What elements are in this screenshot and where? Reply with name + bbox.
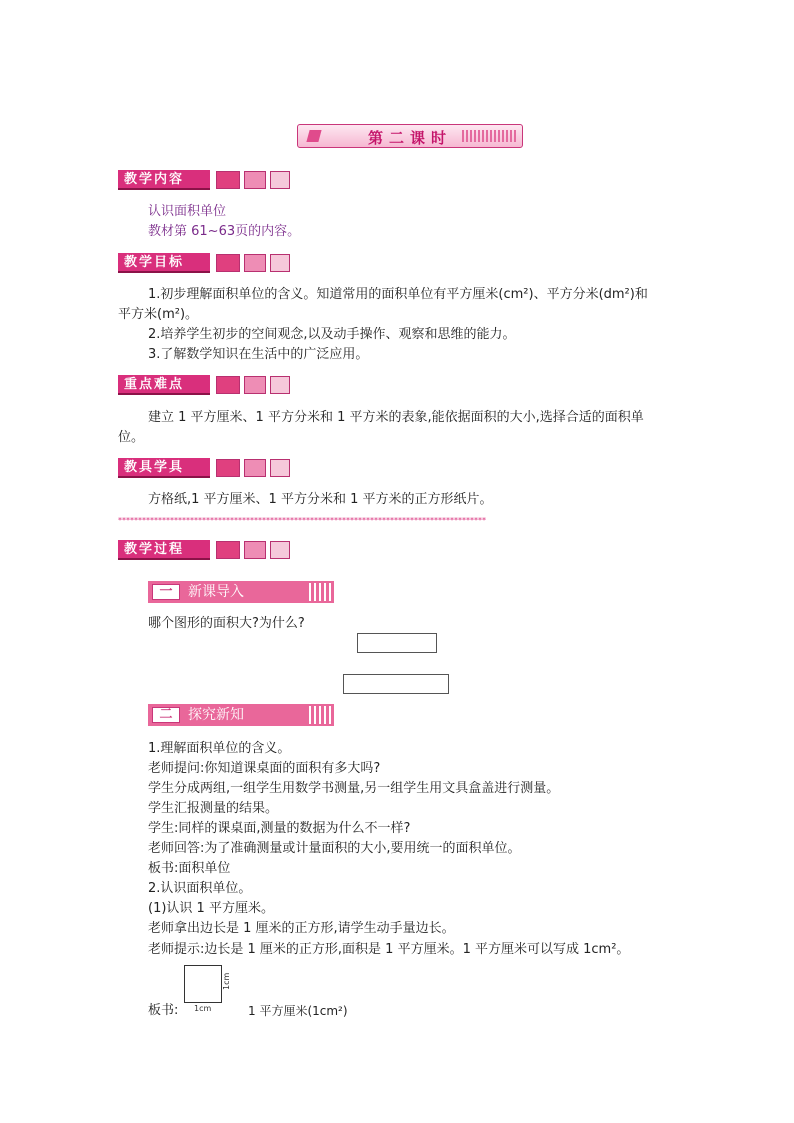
explore-line: 学生分成两组,一组学生用数学书测量,另一组学生用文具盒盖进行测量。 <box>148 781 560 796</box>
square-decoration <box>216 541 240 559</box>
section-label: 重点难点 <box>118 375 210 395</box>
shape-rectangle-b <box>343 674 449 694</box>
explore-line: 老师提示:边长是 1 厘米的正方形,面积是 1 平方厘米。1 平方厘米可以写成 1cm²。 <box>148 942 630 957</box>
explore-line: 2.认识面积单位。 <box>148 881 252 896</box>
content-line: 认识面积单位 <box>148 204 227 219</box>
explore-line: 板书:面积单位 <box>148 861 231 876</box>
square-decoration <box>270 376 290 394</box>
square-decoration <box>244 254 266 272</box>
tools-line: 方格纸,1 平方厘米、1 平方分米和 1 平方米的正方形纸片。 <box>148 492 493 507</box>
subsection-number: 一 <box>152 584 180 600</box>
section-header-process <box>118 540 294 560</box>
explore-line: 老师提问:你知道课桌面的面积有多大吗? <box>148 761 381 776</box>
square-decoration <box>216 254 240 272</box>
explore-line: 1.理解面积单位的含义。 <box>148 741 291 756</box>
square-decoration <box>270 254 290 272</box>
section-header-tools <box>118 458 294 478</box>
square-decoration <box>244 171 266 189</box>
shape-rectangle-a <box>357 633 437 653</box>
section-header-key-points <box>118 375 294 395</box>
intro-question: 哪个图形的面积大?为什么? <box>148 616 305 631</box>
lesson-title: 第二课时 <box>367 129 452 147</box>
section-label: 教学内容 <box>118 170 210 190</box>
section-label: 教学目标 <box>118 253 210 273</box>
subsection-title: 探究新知 <box>188 707 244 723</box>
explore-line: 学生汇报测量的结果。 <box>148 801 279 816</box>
square-decoration <box>216 171 240 189</box>
explore-line: (1)认识 1 平方厘米。 <box>148 901 274 916</box>
explore-line: 学生:同样的课桌面,测量的数据为什么不一样? <box>148 821 411 836</box>
board-label: 板书: <box>148 1003 179 1018</box>
subsection-header-intro <box>148 581 334 603</box>
section-header-goals <box>118 253 294 273</box>
explore-line: 老师回答:为了准确测量或计量面积的大小,要用统一的面积单位。 <box>148 841 521 856</box>
figure-caption: 1 平方厘米(1cm²) <box>248 1004 348 1018</box>
side-label-bottom: 1cm <box>194 1004 212 1013</box>
square-decoration <box>216 376 240 394</box>
square-decoration <box>244 459 266 477</box>
subsection-header-explore <box>148 704 334 726</box>
key-point-line: 建立 1 平方厘米、1 平方分米和 1 平方米的表象,能依据面积的大小,选择合适的面积单 <box>148 410 644 425</box>
unit-square-figure <box>184 965 222 1003</box>
subsection-number: 二 <box>152 707 180 723</box>
subsection-title: 新课导入 <box>188 584 244 600</box>
content-line: 教材第 61~63页的内容。 <box>148 224 301 239</box>
square-decoration <box>244 541 266 559</box>
section-label: 教学过程 <box>118 540 210 560</box>
key-point-line: 位。 <box>118 430 145 445</box>
goal-line: 3.了解数学知识在生活中的广泛应用。 <box>148 347 369 362</box>
square-decoration <box>216 459 240 477</box>
goal-line: 平方米(m²)。 <box>118 307 199 322</box>
square-decoration <box>270 541 290 559</box>
square-decoration <box>270 171 290 189</box>
bars-decoration <box>309 706 331 724</box>
side-label-right: 1cm <box>222 972 231 990</box>
goal-line: 1.初步理解面积单位的含义。知道常用的面积单位有平方厘米(cm²)、平方分米(dm²)和 <box>148 287 648 302</box>
bars-decoration <box>309 583 331 601</box>
square-decoration <box>270 459 290 477</box>
explore-line: 老师拿出边长是 1 厘米的正方形,请学生动手量边长。 <box>148 921 455 936</box>
square-decoration <box>244 376 266 394</box>
lesson-title-banner <box>297 124 523 148</box>
section-label: 教具学具 <box>118 458 210 478</box>
section-header-content <box>118 170 294 190</box>
star-divider: ******************************************************************************************** <box>118 517 486 525</box>
goal-line: 2.培养学生初步的空间观念,以及动手操作、观察和思维的能力。 <box>148 327 516 342</box>
